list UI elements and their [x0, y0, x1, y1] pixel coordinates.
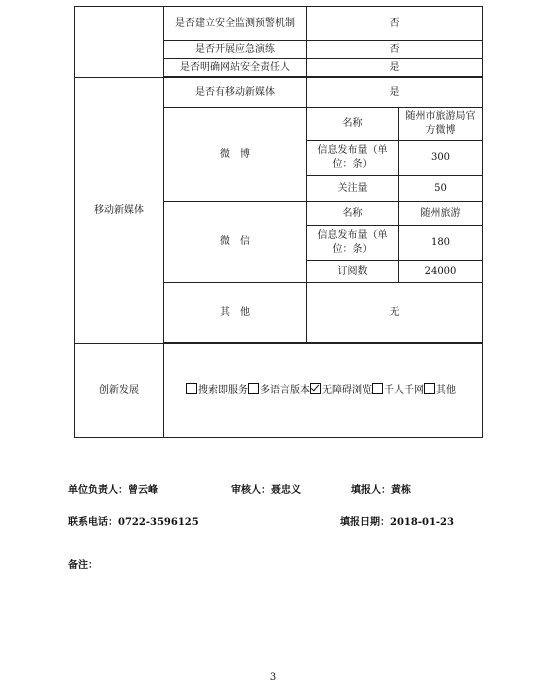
- weixin-name-label: 名称: [307, 202, 399, 226]
- option-personalized[interactable]: 千人千网: [372, 385, 424, 396]
- checked-checkbox-icon[interactable]: [310, 383, 321, 394]
- checkbox-icon[interactable]: [186, 383, 197, 394]
- weibo-label: 微 博: [164, 108, 307, 202]
- security-officer-value: 是: [307, 59, 483, 77]
- option-search-service[interactable]: 搜索即服务: [186, 385, 248, 396]
- page-number: 3: [269, 672, 277, 683]
- weibo-followers-value: 50: [399, 176, 483, 202]
- security-officer-label: 是否明确网站安全责任人: [164, 59, 307, 77]
- has-mobile-media-label: 是否有移动新媒体: [164, 78, 307, 108]
- innovation-section-label: 创新发展: [75, 344, 164, 438]
- security-section-cell: [75, 7, 164, 78]
- fill-date: 填报日期：2018-01-23: [340, 517, 454, 528]
- option-other[interactable]: 其他: [424, 385, 456, 396]
- weibo-name-label: 名称: [307, 108, 399, 141]
- reviewer: 审核人：聂忠义: [231, 485, 301, 496]
- checkbox-icon[interactable]: [424, 383, 435, 394]
- weixin-name-value: 随州旅游: [399, 202, 483, 226]
- filler: 填报人：黄栋: [351, 485, 411, 496]
- contact-phone: 联系电话：0722-3596125: [68, 517, 199, 528]
- other-media-value: 无: [307, 283, 483, 343]
- unit-head: 单位负责人：曾云峰: [68, 485, 158, 496]
- emergency-drill-value: 否: [307, 41, 483, 59]
- emergency-drill-label: 是否开展应急演练: [164, 41, 307, 59]
- monitoring-warning-label: 是否建立安全监测预警机制: [164, 7, 307, 41]
- monitoring-warning-value: 否: [307, 7, 483, 41]
- mobile-media-section-label: 移动新媒体: [75, 78, 164, 344]
- weibo-posts-value: 300: [399, 141, 483, 176]
- note-label: 备注：: [68, 560, 98, 571]
- weixin-subscribers-value: 24000: [399, 261, 483, 283]
- option-multilingual[interactable]: 多语言版本: [248, 385, 310, 396]
- other-media-label: 其 他: [164, 283, 307, 343]
- checkbox-icon[interactable]: [372, 383, 383, 394]
- weibo-followers-label: 关注量: [307, 176, 399, 202]
- innovation-options: [164, 344, 483, 438]
- weixin-posts-value: 180: [399, 226, 483, 261]
- weixin-label: 微 信: [164, 202, 307, 283]
- has-mobile-media-value: 是: [307, 78, 483, 108]
- checkbox-icon[interactable]: [248, 383, 259, 394]
- option-accessibility[interactable]: 无障碍浏览: [310, 385, 372, 396]
- weixin-subscribers-label: 订阅数: [307, 261, 399, 283]
- report-table: [74, 6, 483, 438]
- weixin-posts-label: 信息发布量（单位：条）: [307, 226, 399, 261]
- weibo-name-value: 随州市旅游局官方微博: [399, 108, 483, 141]
- weibo-posts-label: 信息发布量（单位：条）: [307, 141, 399, 176]
